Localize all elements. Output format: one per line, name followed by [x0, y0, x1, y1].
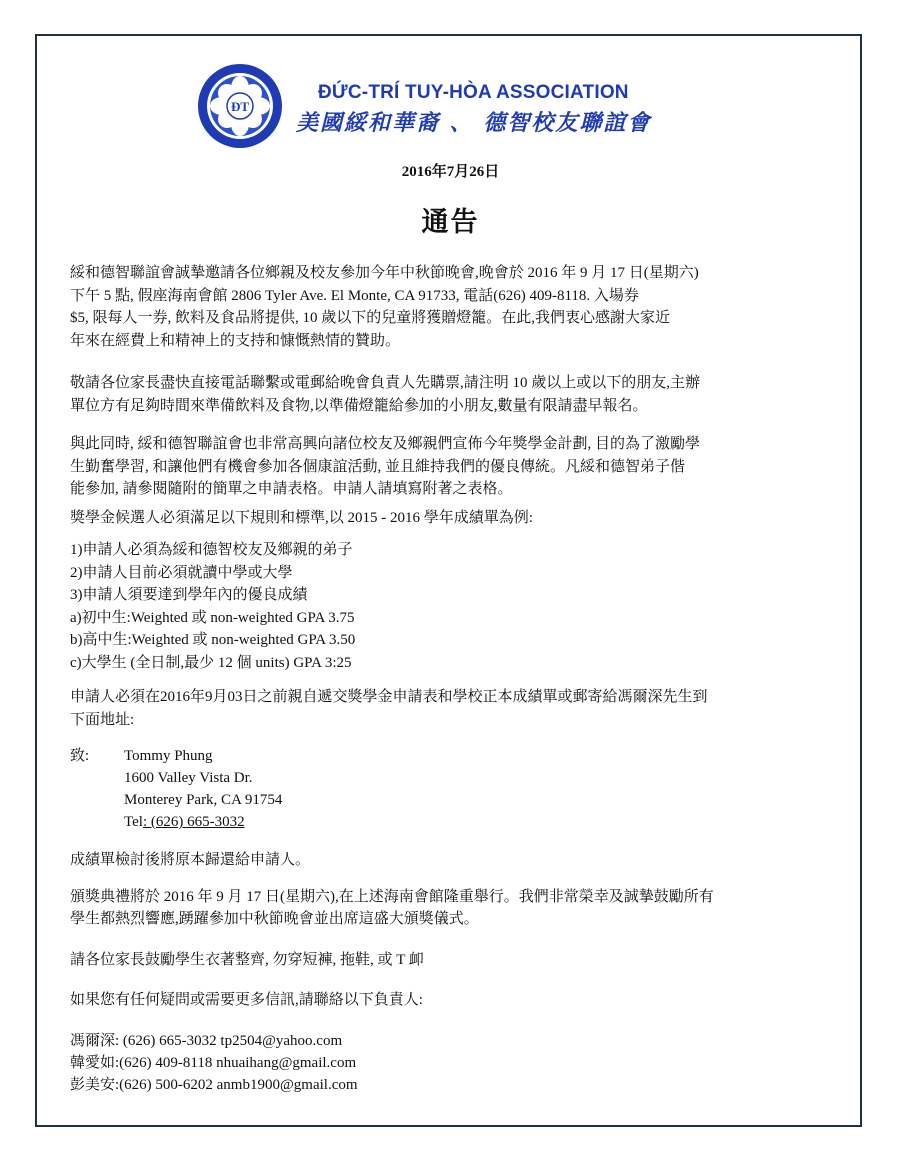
gpa-requirement: b)高中生:Weighted 或 non-weighted GPA 3.50: [70, 632, 356, 648]
address-to-label: 致:: [70, 748, 90, 764]
letterhead: [196, 62, 651, 150]
mailing-address: [70, 745, 832, 833]
recipient-name: Tommy Phung: [124, 748, 213, 764]
paragraph-line: 下午 5 點, 假座海南會館 2806 Tyler Ave. El Monte, CA 91733, 電話(626) 409-8118. 入場券: [70, 287, 639, 304]
paragraph-line: 能參加, 請參閱隨附的簡單之申請表格。申請人請填寫附著之表格。: [70, 481, 513, 497]
invitation-paragraph: [70, 262, 832, 352]
phone-line: [124, 811, 282, 833]
paragraph-line: 下面地址:: [70, 711, 135, 728]
criteria-item: 3)申請人須要達到學年內的優良成績: [70, 587, 308, 603]
org-text-block: [296, 82, 651, 137]
gpa-requirement: c)大學生 (全日制,最少 12 個 units) GPA 3:25: [70, 654, 352, 671]
contact-intro: 如果您有任何疑問或需要更多信訊,請聯絡以下負責人:: [70, 992, 423, 1008]
paragraph-line: $5, 限每人一券, 飲料及食品將提供, 10 歲以下的兒童將獲贈燈籠。在此,我們衷心感謝大家近: [70, 310, 671, 326]
contact-entry: 馮爾深: (626) 665-3032 tp2504@yahoo.com: [70, 1032, 343, 1049]
transcript-return-note: 成績單檢討後將原本歸還給申請人。: [70, 852, 311, 868]
contact-entry: 彭美安:(626) 500-6202 anmb1900@gmail.com: [70, 1076, 358, 1093]
address-lines: [124, 745, 282, 833]
phone-label: Tel: [124, 814, 143, 830]
contact-entry: 韓愛如:(626) 409-8118 nhuaihang@gmail.com: [70, 1054, 357, 1071]
contact-list: [70, 1030, 832, 1096]
phone-number: : (626) 665-3032: [142, 814, 245, 830]
deadline-paragraph: [70, 686, 832, 731]
dress-code-note: 請各位家長鼓勵學生衣著整齊, 勿穿短褲, 拖鞋, 或 T 卹: [70, 951, 424, 968]
criteria-list: [70, 539, 832, 674]
paragraph-line: 學生都熱烈響應,踴躍參加中秋節晚會並出席這盛大頒獎儀式。: [70, 911, 479, 927]
paragraph-line: 與此同時, 綏和德智聯誼會也非常高興向諸位校友及鄉親們宣佈今年獎學金計劃, 目的為了激勵學: [70, 436, 701, 452]
paragraph-line: 申請人必須在2016年9月03日之前親自遞交獎學金申請表和學校正本成績單或郵寄給馮爾深先生到: [70, 689, 708, 705]
city-address: Monterey Park, CA 91754: [124, 792, 283, 808]
notice-body: [70, 262, 832, 1096]
notice-title: 通告: [421, 207, 480, 237]
criteria-item: 1)申請人必須為綏和德智校友及鄉親的弟子: [70, 542, 353, 558]
paragraph-line: 單位方有足夠時間來準備飲料及食物,以準備燈籠給參加的小朋友,數量有限請盡早報名。: [70, 397, 648, 414]
paragraph-line: 敬請各位家長盡快直接電話聯繫或電郵給晚會負責人先購票,請注明 10 歲以上或以下的朋友,主辦: [70, 375, 701, 391]
notice-date: 2016年7月26日: [401, 164, 500, 180]
gpa-requirement: a)初中生:Weighted 或 non-weighted GPA 3.75: [70, 609, 355, 626]
paragraph-line: 生勤奮學習, 和讓他們有機會參加各個康誼活動, 並且維持我們的優良傳統。凡綏和德智弟子偕: [70, 458, 686, 475]
paragraph-line: 年來在經費上和精神上的支持和慷慨熱情的贊助。: [70, 332, 401, 349]
criteria-intro: 獎學金候選人必須滿足以下規則和標準,以 2015 - 2016 學年成績單為例:: [70, 509, 533, 526]
street-address: 1600 Valley Vista Dr.: [124, 770, 253, 786]
paragraph-line: 綏和德智聯誼會誠摯邀請各位鄉親及校友參加今年中秋節晚會,晚會於 2016 年 9 月 17 日(星期六): [70, 265, 699, 281]
paragraph-line: 頒獎典禮將於 2016 年 9 月 17 日(星期六),在上述海南會館隆重舉行。我們非常榮幸及誠摯鼓勵所有: [70, 888, 714, 905]
svg-text:ĐT: ĐT: [230, 99, 250, 114]
association-seal-icon: [196, 62, 284, 150]
org-name: ĐỨC-TRÍ TUY-HÒA ASSOCIATION: [318, 81, 629, 103]
ceremony-paragraph: [70, 886, 832, 931]
org-subtitle: 美國綏和華裔 、 德智校友聯誼會: [296, 109, 652, 136]
scholarship-paragraph: [70, 433, 832, 501]
criteria-item: 2)申請人目前必須就讀中學或大學: [70, 564, 293, 581]
ticket-paragraph: [70, 372, 832, 417]
